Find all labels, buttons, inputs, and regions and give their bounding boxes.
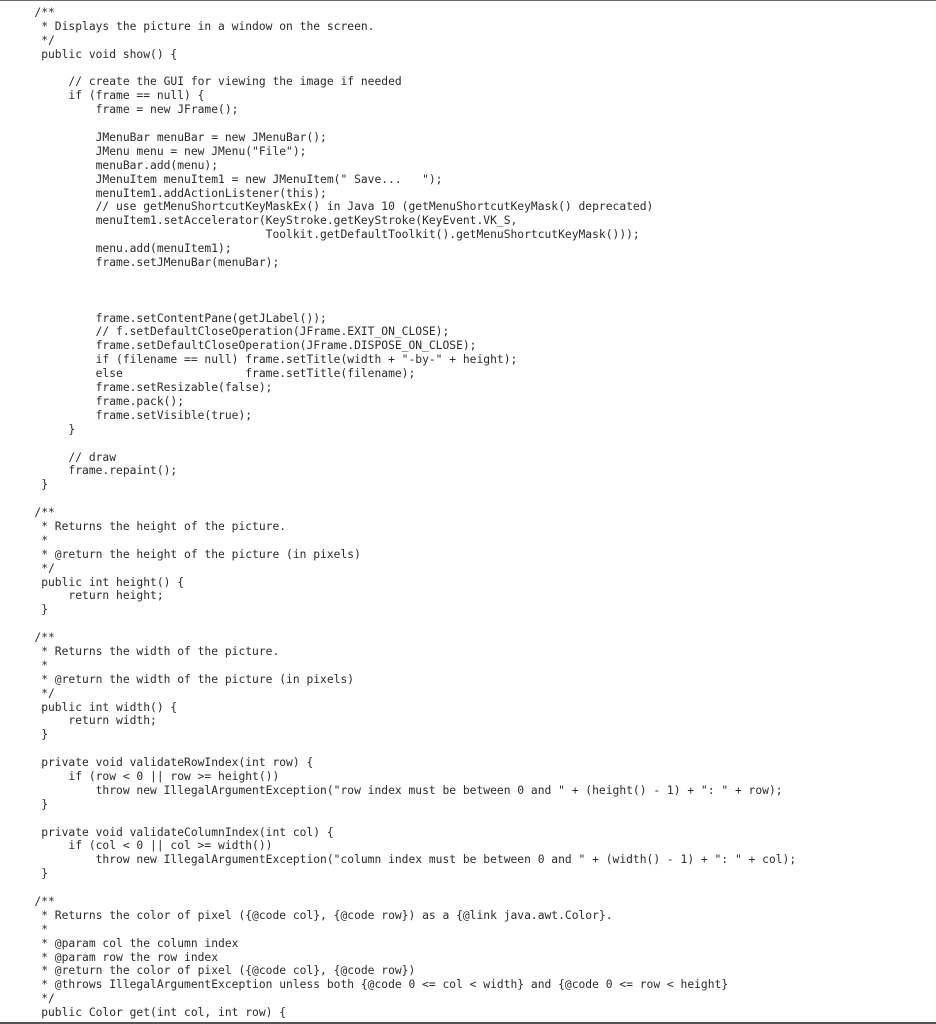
code-line: JMenuBar menuBar = new JMenuBar(); [14,131,327,145]
code-line: // draw [14,450,117,464]
code-line [14,617,796,631]
code-line: private void validateColumnIndex(int col) { [14,825,334,839]
code-line: frame.pack(); [14,394,185,408]
code-line: if (filename == null) frame.setTitle(width + "-by-" + height); [14,353,518,367]
code-line: // f.setDefaultCloseOperation(JFrame.EXIT_ON_CLOSE); [14,325,450,339]
code-line: frame.setDefaultCloseOperation(JFrame.DISPOSE_ON_CLOSE); [14,339,477,353]
code-line: JMenu menu = new JMenu("File"); [14,144,307,158]
code-line: if (frame == null) { [14,89,205,103]
code-line: */ [14,992,55,1006]
code-line [14,117,796,131]
code-line: frame = new JFrame(); [14,103,239,117]
code-line [14,298,796,312]
code-line: throw new IllegalArgumentException("column index must be between 0 and " + (width() - 1) + ": " + col); [14,853,797,867]
code-line: * [14,922,49,936]
code-line [14,742,796,756]
code-line: frame.setJMenuBar(menuBar); [14,256,280,270]
code-line: JMenuItem menuItem1 = new JMenuItem(" Save... "); [14,172,443,186]
code-line: * @param row the row index [14,950,219,964]
code-line [14,492,796,506]
code-line: } [14,478,49,492]
code-line: // use getMenuShortcutKeyMaskEx() in Java 10 (getMenuShortcutKeyMask() deprecated) [14,200,654,214]
code-line: * @throws IllegalArgumentException unless both {@code 0 <= col < width} and {@code 0 <= row < height} [14,978,729,992]
code-line: * [14,533,49,547]
code-line: /** [14,506,55,520]
code-line: frame.setVisible(true); [14,408,253,422]
code-line [14,437,796,451]
code-line: public int height() { [14,575,185,589]
code-line: /** [14,895,55,908]
code-line: } [14,797,49,811]
code-line: } [14,422,76,436]
code-line: if (row < 0 || row >= height()) [14,769,280,783]
code-line: frame.repaint(); [14,464,178,478]
code-line: return height; [14,589,164,603]
code-line: menu.add(menuItem1); [14,242,232,256]
code-line: menuItem1.addActionListener(this); [14,186,327,200]
code-line: public void show() { [14,47,178,61]
code-line [14,62,796,76]
code-line: * @return the height of the picture (in pixels) [14,547,361,561]
code-line: } [14,728,49,742]
code-line: public int width() { [14,700,178,714]
code-line: if (col < 0 || col >= width()) [14,839,273,853]
code-line: */ [14,686,55,700]
code-line: frame.setContentPane(getJLabel()); [14,311,327,325]
code-line: return width; [14,714,157,728]
code-line: * @return the color of pixel ({@code col}, {@code row}) [14,964,416,978]
code-line: * Returns the width of the picture. [14,644,280,658]
code-line: menuItem1.setAccelerator(KeyStroke.getKeyStroke(KeyEvent.VK_S, [14,214,518,228]
code-line: * Displays the picture in a window on the screen. [14,19,375,33]
code-line: * [14,658,49,672]
code-line [14,812,796,826]
code-line: else frame.setTitle(filename); [14,367,416,381]
code-line: menuBar.add(menu); [14,158,219,172]
code-line: } [14,603,49,617]
code-line: frame.setResizable(false); [14,381,273,395]
code-line: */ [14,561,55,575]
code-line [14,284,796,298]
code-line: * @param col the column index [14,936,239,950]
code-line [14,270,796,284]
code-listing[interactable] [14,6,796,1020]
code-line: } [14,867,49,881]
code-line: * Returns the height of the picture. [14,519,287,533]
code-line [14,881,796,895]
code-line: * @return the width of the picture (in pixels) [14,672,355,686]
code-line: */ [14,33,55,47]
code-line: public Color get(int col, int row) { [14,1006,287,1020]
code-line: Toolkit.getDefaultToolkit().getMenuShortcutKeyMask())); [14,228,640,242]
code-line: /** [14,631,55,645]
code-line: private void validateRowIndex(int row) { [14,756,314,770]
code-line: throw new IllegalArgumentException("row index must be between 0 and " + (height() - 1) + ": " + row); [14,783,783,797]
code-line: * Returns the color of pixel ({@code col}, {@code row}) as a {@link java.awt.Color}. [14,908,613,922]
code-line: /** [14,6,55,19]
code-line: // create the GUI for viewing the image if needed [14,75,402,89]
